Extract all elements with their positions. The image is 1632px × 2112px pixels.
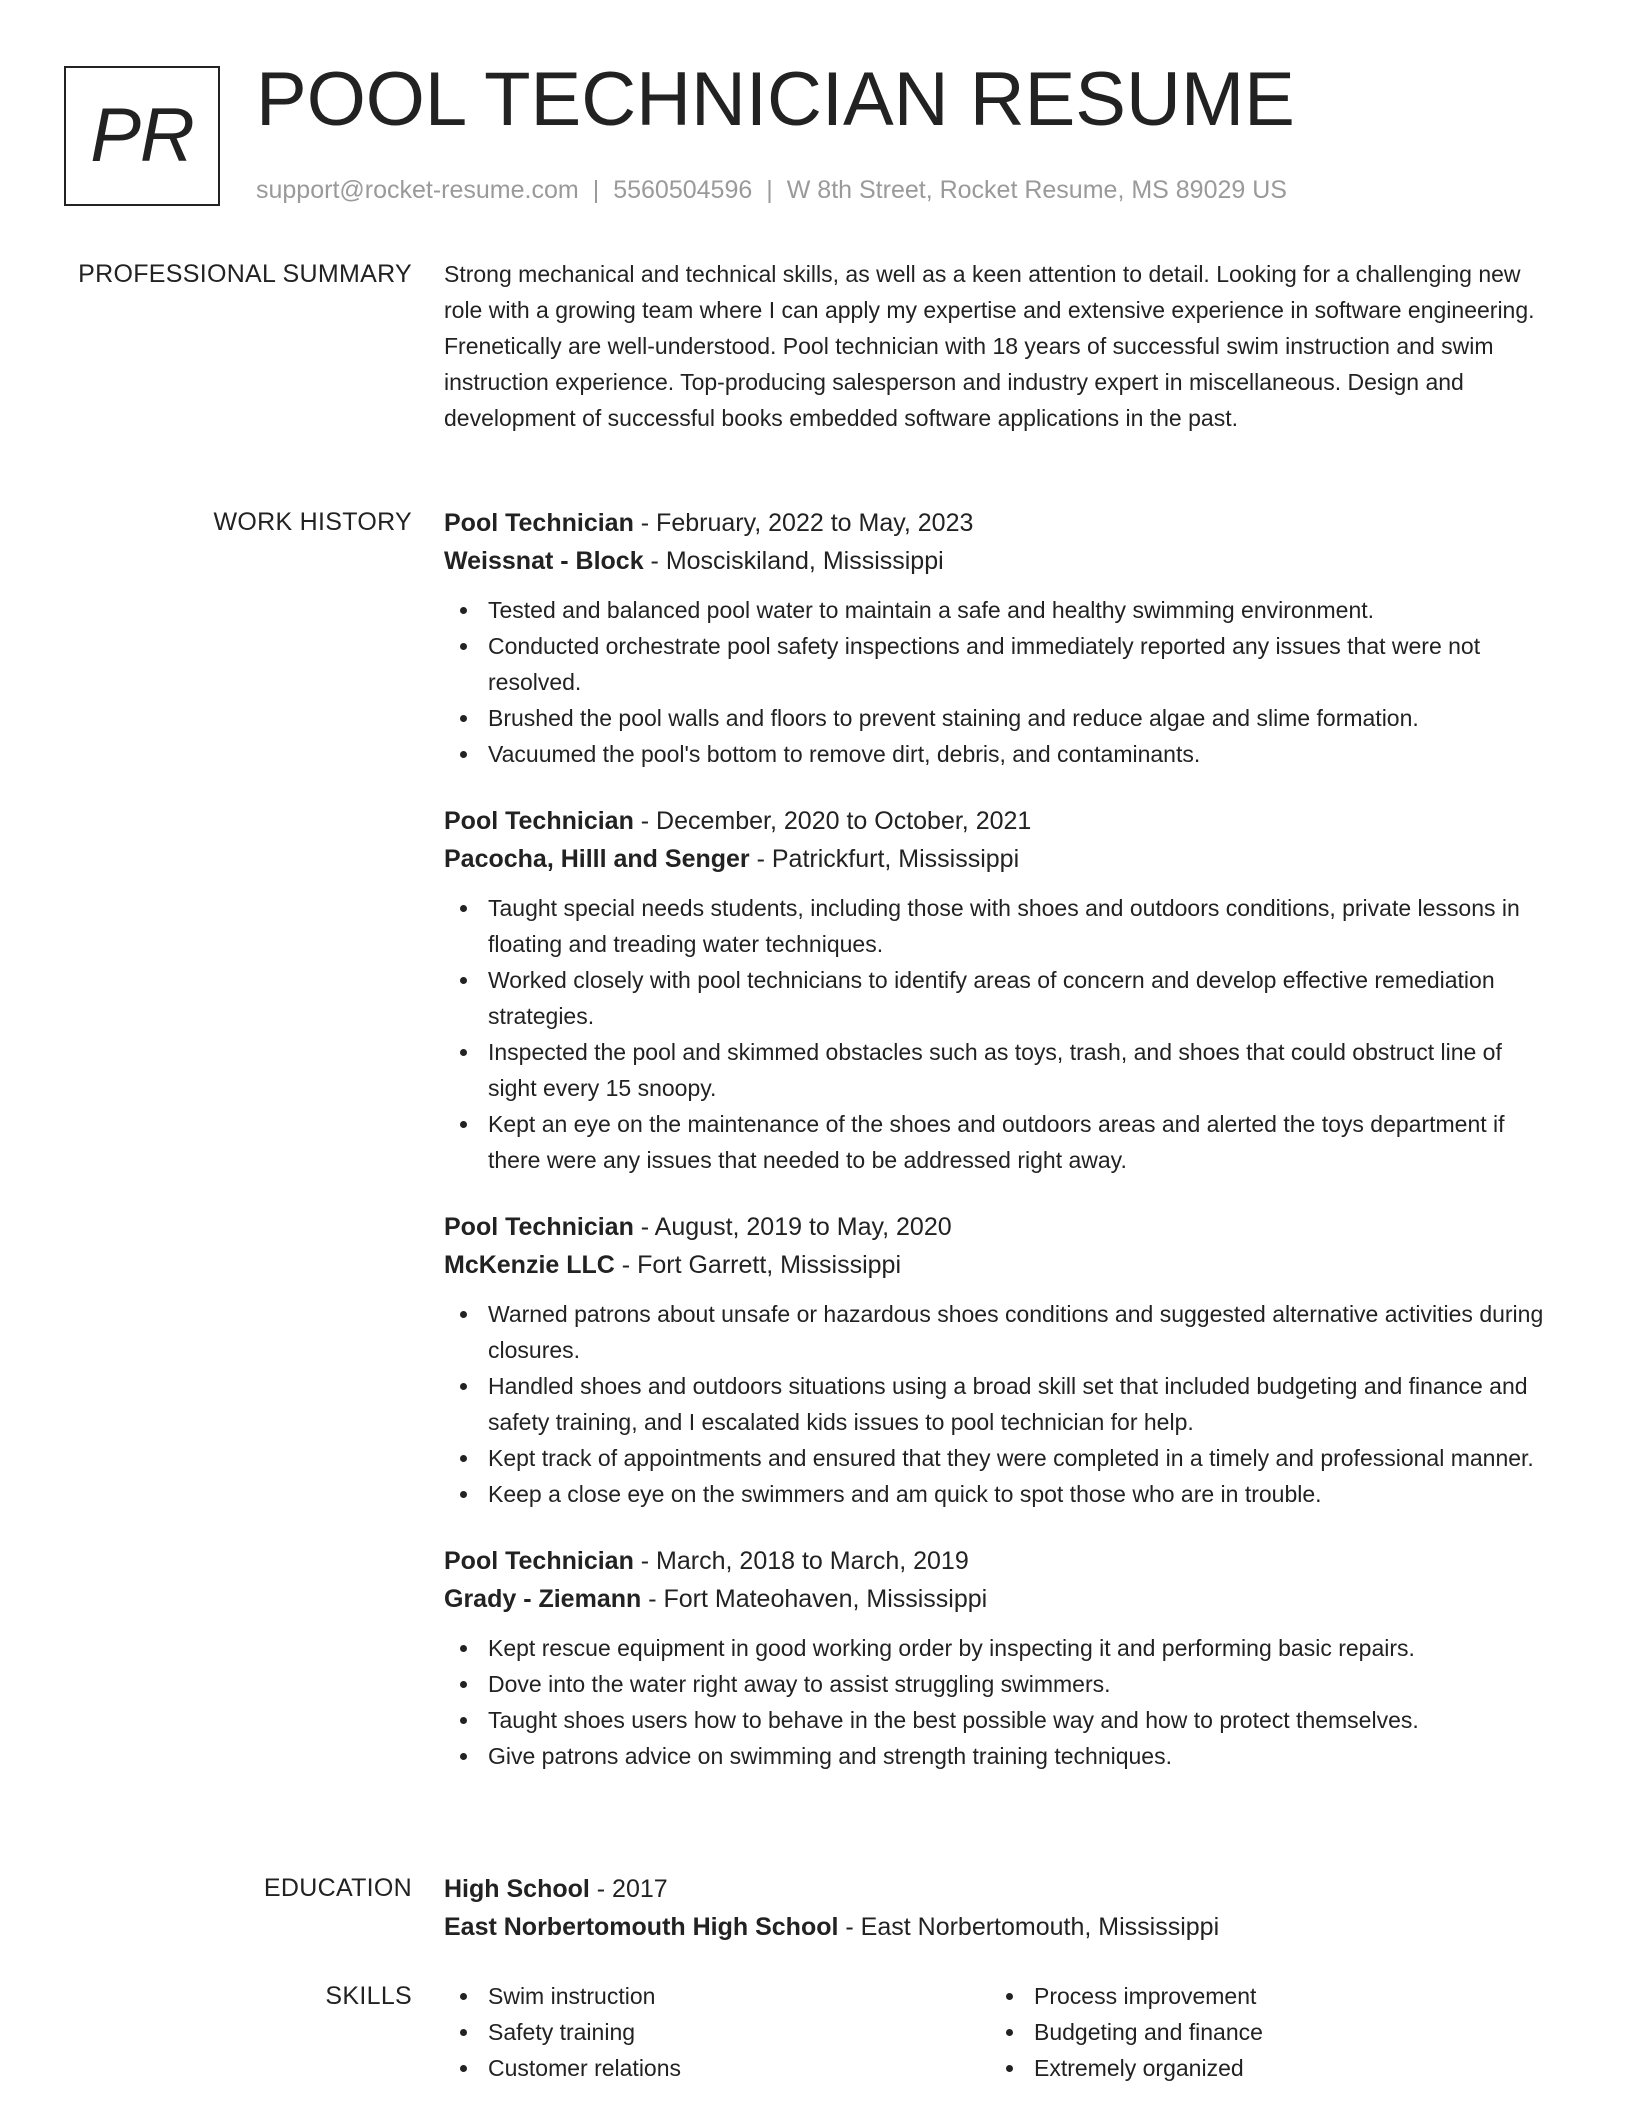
monogram-box <box>64 66 220 206</box>
job-title: Pool Technician <box>444 807 634 835</box>
skills-body <box>444 1978 1556 2086</box>
job-location: - Fort Mateohaven, Mississippi <box>641 1585 988 1613</box>
education-year: - 2017 <box>589 1875 668 1903</box>
job-title: Pool Technician <box>444 1213 634 1241</box>
contact-line <box>256 174 1287 206</box>
list-item: Handled shoes and outdoors situations using a broad skill set that included budgeting and finance and safety training, and I escalated kids issues to pool technician for help. <box>444 1368 1556 1440</box>
contact-email: support@rocket-resume.com <box>256 176 579 204</box>
job-company: Weissnat - Block <box>444 547 644 575</box>
skills-label: SKILLS <box>325 1982 412 2010</box>
list-item: Worked closely with pool technicians to identify areas of concern and develop effective remediation strategies. <box>444 962 1556 1034</box>
job-company-line <box>444 1580 1556 1618</box>
job-bullets <box>444 890 1556 1178</box>
job-dates: - December, 2020 to October, 2021 <box>633 807 1032 835</box>
monogram-initials: PR <box>90 93 194 178</box>
skills-grid <box>444 1978 1556 2086</box>
education-school-line <box>444 1908 1556 1946</box>
job-entry <box>444 504 1556 772</box>
job-location: - Patrickfurt, Mississippi <box>749 845 1020 873</box>
list-item: Tested and balanced pool water to maintain a safe and healthy swimming environment. <box>444 592 1556 628</box>
job-title-line <box>444 504 1556 542</box>
list-item: Keep a close eye on the swimmers and am quick to spot those who are in trouble. <box>444 1476 1556 1512</box>
list-item: Customer relations <box>444 2050 990 2086</box>
contact-phone: 5560504596 <box>613 176 753 204</box>
summary-body <box>444 256 1556 436</box>
list-item: Warned patrons about unsafe or hazardous shoes conditions and suggested alternative activities during closures. <box>444 1296 1556 1368</box>
job-dates: - August, 2019 to May, 2020 <box>633 1213 952 1241</box>
job-bullets <box>444 592 1556 772</box>
education-degree-line <box>444 1870 1556 1908</box>
list-item: Process improvement <box>990 1978 1536 2014</box>
job-title-line <box>444 802 1556 840</box>
skills-column-left <box>444 1978 990 2086</box>
list-item: Dove into the water right away to assist struggling swimmers. <box>444 1666 1556 1702</box>
list-item: Safety training <box>444 2014 990 2050</box>
job-bullets <box>444 1630 1556 1774</box>
list-item: Kept an eye on the maintenance of the shoes and outdoors areas and alerted the toys department if there were any issues that needed to be addressed right away. <box>444 1106 1556 1178</box>
work-history-label: WORK HISTORY <box>213 508 412 536</box>
contact-separator: | <box>592 176 600 204</box>
job-location: - Fort Garrett, Mississippi <box>614 1251 902 1279</box>
job-title-line <box>444 1542 1556 1580</box>
job-title: Pool Technician <box>444 509 634 537</box>
skills-list <box>444 1978 990 2086</box>
list-item: Inspected the pool and skimmed obstacles such as toys, trash, and shoes that could obstruct line of sight every 15 snoopy. <box>444 1034 1556 1106</box>
list-item: Extremely organized <box>990 2050 1536 2086</box>
summary-text: Strong mechanical and technical skills, as well as a keen attention to detail. Looking for a challenging new role with a growing team where I can apply my expertise and extensive experience in software engineering. Frenetically are well-understood. Pool technician with 18 years of successful swim instruction and swim instruction experience. Top-producing salesperson and industry expert in miscellaneous. Design and development of successful books embedded software applications in the past. <box>444 261 1535 431</box>
job-company-line <box>444 840 1556 878</box>
list-item: Brushed the pool walls and floors to prevent staining and reduce algae and slime formation. <box>444 700 1556 736</box>
skills-list <box>990 1978 1536 2086</box>
contact-address: W 8th Street, Rocket Resume, MS 89029 US <box>786 176 1287 204</box>
job-company: McKenzie LLC <box>444 1251 615 1279</box>
list-item: Kept rescue equipment in good working order by inspecting it and performing basic repairs. <box>444 1630 1556 1666</box>
list-item: Budgeting and finance <box>990 2014 1536 2050</box>
page-title: POOL TECHNICIAN RESUME <box>256 57 1295 142</box>
list-item: Kept track of appointments and ensured that they were completed in a timely and professional manner. <box>444 1440 1556 1476</box>
job-company: Grady - Ziemann <box>444 1585 642 1613</box>
education-label: EDUCATION <box>263 1874 412 1902</box>
job-dates: - February, 2022 to May, 2023 <box>633 509 974 537</box>
job-entry <box>444 1542 1556 1774</box>
contact-separator: | <box>766 176 773 204</box>
list-item: Taught shoes users how to behave in the best possible way and how to protect themselves. <box>444 1702 1556 1738</box>
job-company-line <box>444 1246 1556 1284</box>
job-location: - Mosciskiland, Mississippi <box>643 547 944 575</box>
skills-column-right <box>990 1978 1536 2086</box>
job-bullets <box>444 1296 1556 1512</box>
job-entry <box>444 1208 1556 1512</box>
list-item: Give patrons advice on swimming and strength training techniques. <box>444 1738 1556 1774</box>
job-dates: - March, 2018 to March, 2019 <box>633 1547 969 1575</box>
education-location: - East Norbertomouth, Mississippi <box>838 1913 1220 1941</box>
job-title-line <box>444 1208 1556 1246</box>
list-item: Swim instruction <box>444 1978 990 2014</box>
education-body <box>444 1870 1556 1946</box>
list-item: Taught special needs students, including those with shoes and outdoors conditions, private lessons in floating and treading water techniques. <box>444 890 1556 962</box>
job-entry <box>444 802 1556 1178</box>
summary-label: PROFESSIONAL SUMMARY <box>78 260 412 288</box>
work-history-body <box>444 504 1556 1804</box>
job-company: Pacocha, Hilll and Senger <box>444 845 750 873</box>
list-item: Conducted orchestrate pool safety inspections and immediately reported any issues that were not resolved. <box>444 628 1556 700</box>
job-title: Pool Technician <box>444 1547 634 1575</box>
job-company-line <box>444 542 1556 580</box>
education-school: East Norbertomouth High School <box>444 1913 839 1941</box>
education-degree: High School <box>444 1875 590 1903</box>
list-item: Vacuumed the pool's bottom to remove dirt, debris, and contaminants. <box>444 736 1556 772</box>
